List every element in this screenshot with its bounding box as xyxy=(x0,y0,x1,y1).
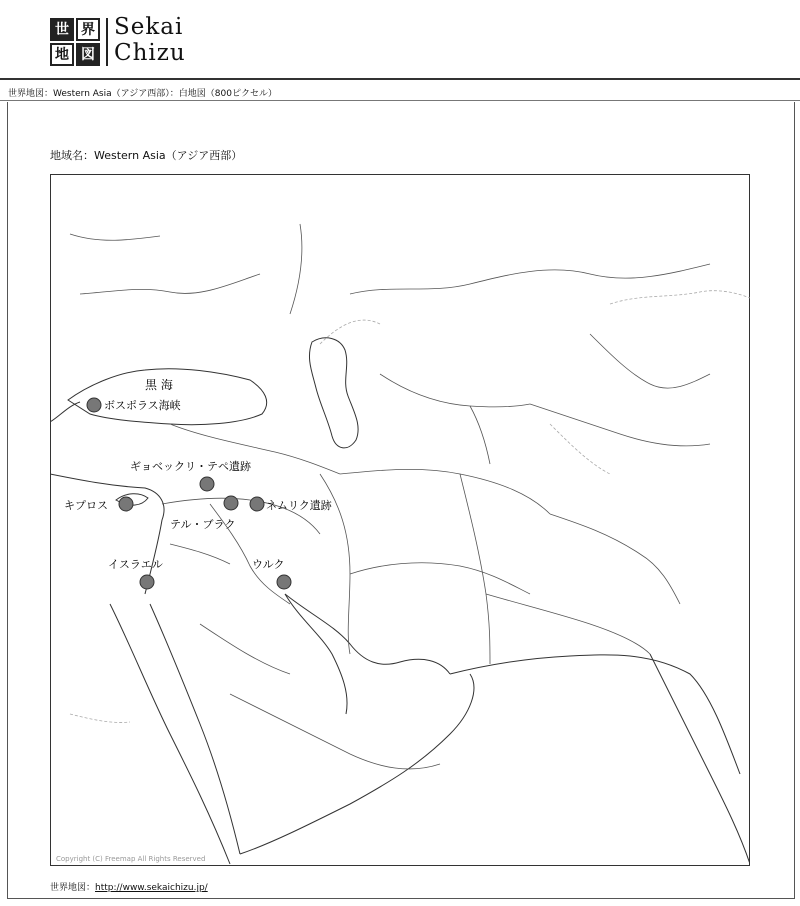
marker-nemrik[interactable] xyxy=(250,497,264,511)
map-border xyxy=(51,175,750,866)
region-label: 地域名：Western Asia（アジア西部） xyxy=(50,149,243,162)
western-asia-map xyxy=(50,174,750,866)
logo-line-2: Chizu xyxy=(114,40,186,66)
footer xyxy=(50,880,208,893)
label-bosphorus: ボスポラス海峡 xyxy=(104,399,181,412)
marker-israel[interactable] xyxy=(140,575,154,589)
marker-bosphorus[interactable] xyxy=(87,398,101,412)
label-cyprus: キプロス xyxy=(64,499,108,512)
marker-uruk[interactable] xyxy=(277,575,291,589)
page-title: 世界地図：Western Asia（アジア西部）：白地図（800ピクセル） xyxy=(8,89,277,99)
logo-divider xyxy=(106,18,108,66)
marker-tell-brak[interactable] xyxy=(224,496,238,510)
map-copyright: Copyright (C) Freemap All Rights Reserved xyxy=(56,855,206,863)
label-gobekli-tepe: ギョベックリ・テペ遺跡 xyxy=(130,460,251,473)
label-uruk: ウルク xyxy=(252,558,285,571)
marker-gobekli-tepe[interactable] xyxy=(200,477,214,491)
site-header xyxy=(0,0,800,78)
logo-line-1: Sekai xyxy=(114,14,184,40)
logo-char-2: 界 xyxy=(76,18,100,41)
label-israel: イスラエル xyxy=(108,558,163,571)
label-nemrik: ネムリク遺跡 xyxy=(266,499,332,512)
marker-cyprus[interactable] xyxy=(119,497,133,511)
logo-wordmark[interactable] xyxy=(114,14,186,66)
black-sea-label: 黒 海 xyxy=(145,378,173,392)
logo-char-4: 図 xyxy=(76,43,100,66)
logo-char-1: 世 xyxy=(50,18,74,41)
site-logo[interactable] xyxy=(50,18,100,66)
header-rule xyxy=(0,78,800,80)
logo-char-3: 地 xyxy=(50,43,74,66)
footer-label: 世界地図： xyxy=(50,883,96,893)
label-tell-brak: テル・ブラク xyxy=(170,518,236,531)
title-rule xyxy=(0,100,800,101)
footer-url-link[interactable]: http://www.sekaichizu.jp/ xyxy=(95,883,208,893)
